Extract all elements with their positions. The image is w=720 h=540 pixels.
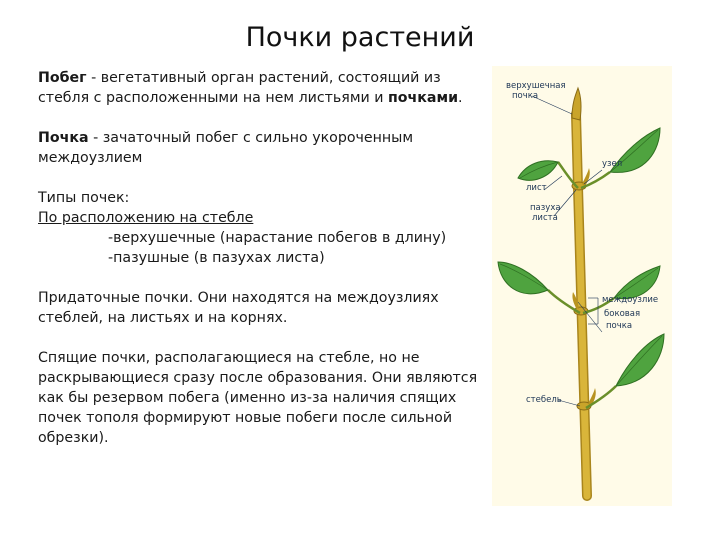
label-node: узел [602, 159, 623, 169]
label-lateral-bud-1: боковая [604, 309, 641, 319]
paragraph-shoot-definition [38, 68, 488, 108]
label-stem: стебель [526, 395, 562, 405]
label-apical-bud-1: верхушечная [506, 81, 566, 91]
shoot-definition-text: - вегетативный орган растений, состоящий из стебля с расположенными на нем листьями и [38, 70, 441, 106]
term-buds: почками [387, 90, 459, 106]
bud-type-axillary: -пазушные (в пазухах листа) [108, 250, 325, 266]
shoot-diagram-svg [492, 66, 672, 506]
bud-types-subheading: По расположению на стебле [38, 210, 254, 226]
label-internode: междоузлие [602, 295, 659, 305]
shoot-diagram [492, 66, 672, 506]
axillary-bud-upper [582, 168, 590, 186]
bud-type-apical: -верхушечные (нарастание побегов в длину) [108, 230, 447, 246]
petiole-lower [586, 386, 616, 408]
term-bud: Почка [38, 130, 89, 146]
term-shoot: Побег [38, 70, 87, 86]
label-axil-2: листа [532, 213, 558, 223]
label-lateral-bud-2: почка [606, 321, 633, 331]
bud-definition-text: - зачаточный побег с сильно укороченным междоузлием [38, 130, 414, 166]
text-column [38, 68, 488, 448]
label-leaf: лист [526, 183, 547, 193]
paragraph-adventitious-buds: Придаточные почки. Они находятся на междоузлиях стеблей, на листьях и на корнях. [38, 290, 439, 326]
apical-bud [572, 88, 581, 120]
bud-types-heading: Типы почек: [38, 190, 130, 206]
page-title: Почки растений [245, 22, 475, 53]
label-apical-bud-2: почка [512, 91, 539, 101]
paragraph-bud-definition [38, 128, 488, 168]
shoot-definition-end: . [458, 90, 463, 106]
paragraph-dormant-buds: Спящие почки, располагающиеся на стебле, но не раскрывающиеся сразу после образования. Они являются как бы резервом побега (именно из-за наличия спящих почек тополя формируют новые побеги после сильной обрезки). [38, 350, 478, 446]
label-axil-1: пазуха [530, 203, 561, 213]
leaf-middle-left [498, 262, 548, 294]
